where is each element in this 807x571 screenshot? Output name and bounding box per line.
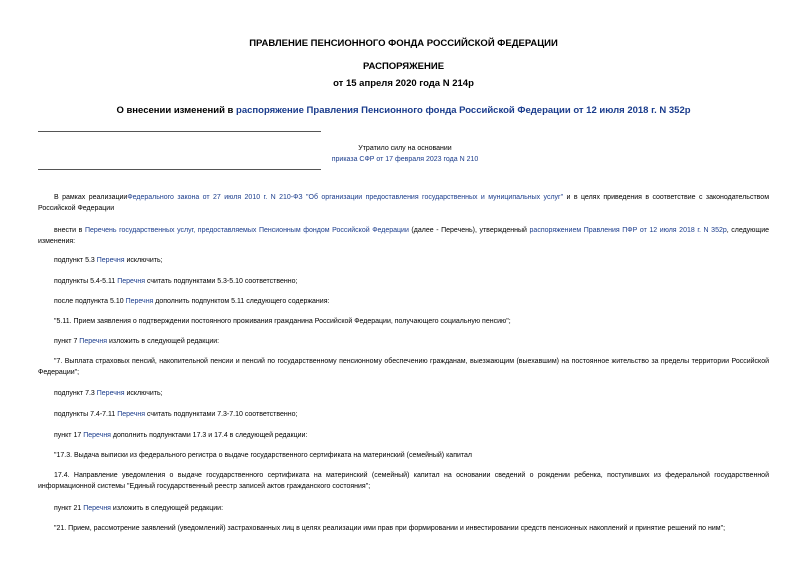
paragraph-item [38,276,769,287]
text: считать подпунктами 5.3-5.10 соответственно; [145,278,298,285]
text: считать подпунктами 7.3-7.10 соответственно; [145,411,298,418]
status-note-link[interactable]: приказа СФР от 17 февраля 2023 года N 210 [331,156,479,163]
list-link[interactable]: Перечня [117,278,145,285]
divider-top [38,131,321,132]
paragraph-amend [38,225,769,247]
document-type-heading: РАСПОРЯЖЕНИЕ [362,61,445,72]
text: исключить; [124,390,163,397]
paragraph-quote: "17.3. Выдача выписки из федерального регистра о выдаче государственного сертификата на материнский (семейный) капитал [54,452,472,459]
text: подпункты 7.4-7.11 [54,411,118,418]
paragraph-preamble [38,192,769,214]
paragraph-item [38,255,769,266]
text: подпункты 5.4-5.11 [54,278,118,285]
document-date-number: от 15 апреля 2020 года N 214р [333,78,474,89]
list-link[interactable]: Перечня [96,390,125,397]
list-link[interactable]: Перечня [117,411,145,418]
paragraph-quote: 17.4. Направление уведомления о выдаче государственного сертификата на материнский (семейный) капитал на основании сведений о рождении ребенка, поступивших из федеральной государственной информационной системы "Единый государственный реестр записей актов гражданского состояния"; [38,472,769,490]
text: дополнить подпунктами 17.3 и 17.4 в следующей редакции: [110,432,308,439]
text: пункт 7 [54,338,80,345]
list-link[interactable]: Перечня [125,298,154,305]
status-note [300,143,510,165]
status-note-text: Утратило силу на основании [358,145,452,152]
paragraph-item [38,296,769,307]
text: подпункт 7.3 [54,390,97,397]
text: внести в [54,227,85,234]
text: после подпункта 5.10 [54,298,126,305]
text: и в целях приведения в соответствие с законодательством Российской Федерации [38,194,770,212]
document-title-prefix: О внесении изменений в [116,105,237,116]
paragraph-item [38,336,769,347]
paragraph-item [38,430,769,441]
title-link[interactable]: распоряжение Правления Пенсионного фонда Российской Федерации от 12 июля 2018 г. N 352р [236,105,691,116]
text: В рамках реализации [54,194,128,201]
text: изложить в следующей редакции: [110,505,224,512]
list-link[interactable]: Перечня [83,505,111,512]
paragraph-item [38,503,769,514]
text: подпункт 5.3 [54,257,97,264]
paragraph-quote: "5.11. Прием заявления о подтверждении постоянного проживания гражданина Российской Федерации, получающего социальную пенсию"; [54,318,511,325]
text: (далее - Перечень), утвержденный [408,227,530,234]
services-list-link[interactable]: Перечень государственных услуг, предоставляемых Пенсионным фондом Российской Федерации [84,227,409,234]
list-link[interactable]: Перечня [83,432,111,439]
list-link[interactable]: Перечня [96,257,125,264]
paragraph-quote: "7. Выплата страховых пенсий, накопительной пенсии и пенсий по государственному пенсионному обеспечению гражданам, выезжающим (выехавшим) на постоянное жительство за пределы территории Российской Федерации"; [38,358,769,376]
paragraph-quote: "21. Прием, рассмотрение заявлений (уведомлений) застрахованных лиц в целях реализации ими прав при формировании и инвестировании средств пенсионных накоплений и принятие решений по ним"; [54,525,726,532]
text: пункт 17 [54,432,84,439]
divider-bottom [38,169,321,170]
text: , следующие изменения: [38,227,769,245]
document-title [0,105,807,116]
text: изложить в следующей редакции: [107,338,220,345]
paragraph-item [38,388,769,399]
text: пункт 21 [54,505,84,512]
text: дополнить подпунктом 5.11 следующего содержания: [153,298,330,305]
list-link[interactable]: Перечня [79,338,108,345]
pfr-order-link[interactable]: распоряжением Правления ПФР от 12 июля 2018 г. N 352р [529,227,727,234]
text: исключить; [124,257,163,264]
organization-heading: ПРАВЛЕНИЕ ПЕНСИОННОГО ФОНДА РОССИЙСКОЙ ФЕДЕРАЦИИ [249,38,558,49]
paragraph-item [38,409,769,420]
federal-law-link[interactable]: Федерального закона от 27 июля 2010 г. N 210-ФЗ "Об организации предоставления государственных и муниципальных услуг" [127,194,564,201]
